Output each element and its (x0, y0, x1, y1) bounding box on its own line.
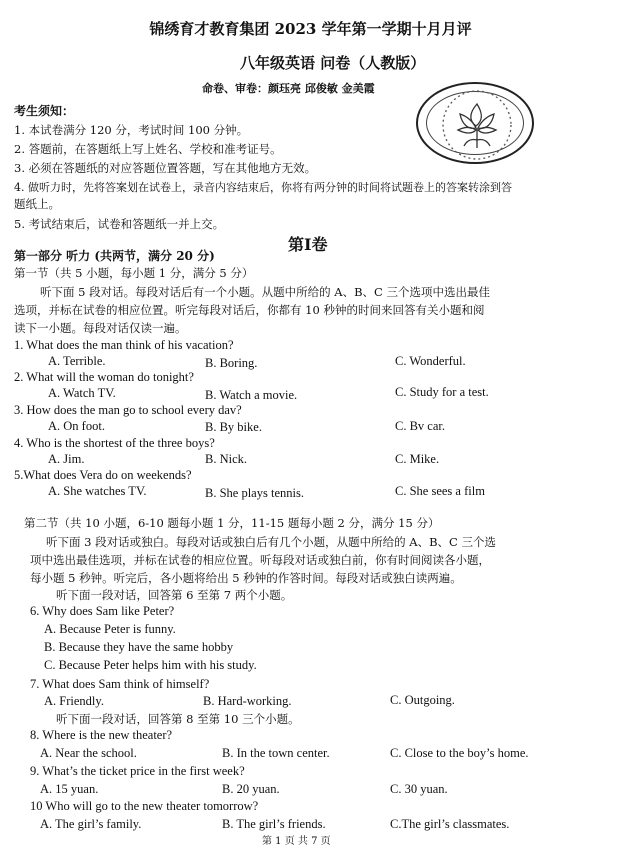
option-b: B. By bike. (205, 420, 262, 434)
notice-item: 题纸上。 (14, 197, 60, 211)
section2-heading: 第二节（共 10 小题，6-10 题每小题 1 分，11-15 题每小题 2 分，满分 15 分） (24, 516, 440, 530)
option-c: C. Wonderful. (395, 354, 466, 368)
option-c: C. Study for a test. (395, 385, 489, 399)
option-a: A. 15 yuan. (40, 782, 99, 796)
option-a: A. On foot. (48, 419, 105, 433)
section2-instruction: 每小题 5 秒钟。听完后，各小题将给出 5 秒钟的作答时间。每段对话或独白读两遍。 (30, 571, 462, 585)
exam-subtitle: 八年级英语 问卷（人教版） (240, 54, 426, 72)
option-b: B. In the town center. (222, 746, 330, 760)
question-text: 10 Who will go to the new theater tomorrow? (30, 799, 259, 813)
question-text: 5.What does Vera do on weekends? (14, 468, 192, 482)
question-text: 8. Where is the new theater? (30, 728, 173, 742)
part1-heading: 第一部分 听力 (共两节，满分 20 分) (14, 249, 215, 263)
option-a: A. Because Peter is funny. (44, 622, 176, 636)
seal-stamp-icon (416, 82, 534, 164)
page-number: 第 1 页 共 7 页 (262, 836, 331, 847)
option-b: B. Nick. (205, 452, 248, 466)
question-text: 9. What’s the ticket price in the first week? (30, 764, 245, 778)
option-b: B. The girl’s friends. (222, 817, 326, 831)
section2-note: 听下面一段对话，回答第 6 至第 7 两个小题。 (56, 588, 293, 602)
option-a: A. She watches TV. (48, 484, 147, 498)
option-c: C. Outgoing. (390, 693, 455, 707)
question-text: 3. How does the man go to school every dav? (14, 403, 242, 417)
notice-item: 2. 答题前，在答题纸上写上姓名、学校和准考证号。 (14, 142, 282, 156)
option-a: A. The girl’s family. (40, 817, 142, 831)
section2-note: 听下面一段对话，回答第 8 至第 10 三个小题。 (56, 712, 300, 726)
section2-instruction: 项中选出最佳选项，并标在试卷的相应位置。听每段对话或独白前，你有时间阅读各小题， (30, 553, 490, 567)
question-text: 7. What does Sam think of himself? (30, 677, 210, 691)
option-a: A. Jim. (48, 452, 85, 466)
notice-heading: 考生须知： (14, 104, 75, 118)
question-text: 2. What will the woman do tonight? (14, 370, 194, 384)
option-a: A. Near the school. (40, 746, 137, 760)
notice-item: 4. 做听力时，先将答案划在试卷上，录音内容结束后，你将有两分钟的时间将试题卷上的答案转涂到答 (14, 181, 512, 194)
section1-heading: 第一节（共 5 小题，每小题 1 分，满分 5 分） (14, 266, 254, 280)
question-text: 4. Who is the shortest of the three boys? (14, 436, 215, 450)
option-b: B. She plays tennis. (205, 486, 304, 500)
option-b: B. Watch a movie. (205, 388, 298, 402)
section1-instruction: 读下一小题。每段对话仅读一遍。 (14, 321, 187, 335)
notice-item: 3. 必须在答题纸的对应答题位置答题，写在其他地方无效。 (14, 161, 317, 175)
option-c: C. She sees a film (395, 484, 485, 498)
option-b: B. Because they have the same hobby (44, 640, 234, 654)
option-c: C. 30 yuan. (390, 782, 448, 796)
question-text: 6. Why does Sam like Peter? (30, 604, 175, 618)
volume-title: 第Ⅰ卷 (288, 235, 328, 254)
option-a: A. Terrible. (48, 354, 106, 368)
option-c: C. Close to the boy’s home. (390, 746, 529, 760)
question-text: 1. What does the man think of his vacation? (14, 338, 234, 352)
option-a: A. Watch TV. (48, 386, 116, 400)
exam-authors: 命卷、审卷：颜珏亮 邱俊敏 金美霞 (202, 82, 375, 95)
option-b: B. Hard-working. (203, 694, 292, 708)
option-c: C. Bv car. (395, 419, 445, 433)
section1-instruction: 选项，并标在试卷的相应位置。听完每段对话后，你都有 10 秒钟的时间来回答有关小题和阅 (14, 303, 485, 317)
notice-item: 5. 考试结束后，试卷和答题纸一并上交。 (14, 217, 225, 231)
notice-item: 1. 本试卷满分 120 分，考试时间 100 分钟。 (14, 123, 249, 137)
section1-instruction: 听下面 5 段对话。每段对话后有一个小题。从题中所给的 A、B、C 三个选项中选出最佳 (40, 285, 490, 299)
option-c: C. Mike. (395, 452, 440, 466)
option-c: C. Because Peter helps him with his study. (44, 658, 257, 672)
option-b: B. 20 yuan. (222, 782, 280, 796)
exam-title: 锦绣育才教育集团 2023 学年第一学期十月月评 (149, 20, 472, 38)
option-b: B. Boring. (205, 356, 258, 370)
option-a: A. Friendly. (44, 694, 104, 708)
option-c: C.The girl’s classmates. (390, 817, 510, 831)
section2-instruction: 听下面 3 段对话或独白。每段对话或独白后有几个小题，从题中所给的 A、B、C 三个选 (46, 535, 496, 549)
